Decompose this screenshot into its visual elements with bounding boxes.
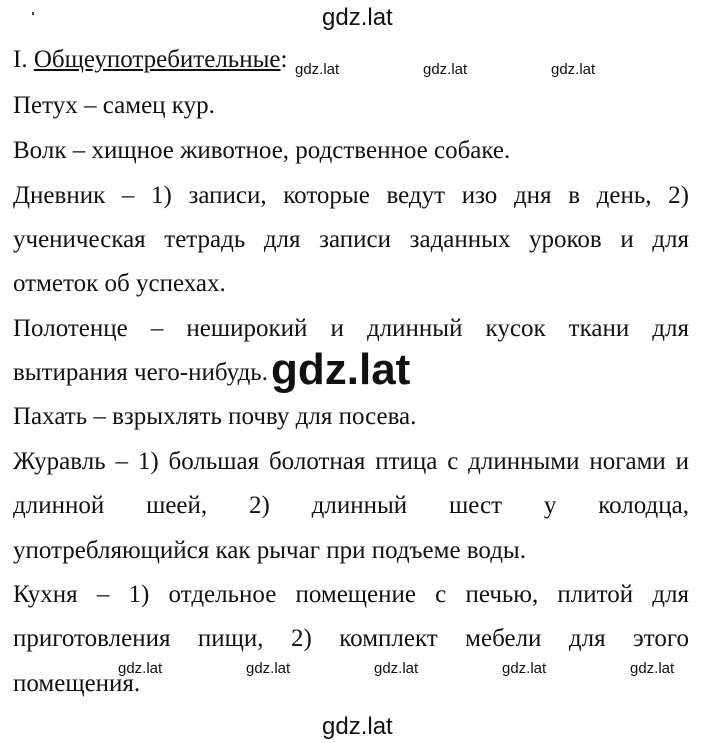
watermark-small: gdz.lat (423, 61, 468, 78)
watermark-bottom: gdz.lat (322, 713, 393, 740)
stray-mark (32, 12, 34, 15)
watermark-small: gdz.lat (295, 61, 340, 78)
definition-line: ученическая тетрадь для записи заданных уроков и для (13, 226, 689, 253)
section-label: Общеупотребительные (33, 46, 281, 73)
watermark-small: gdz.lat (374, 660, 419, 677)
definition-line: длинной шеей, 2) длинный шест у колодца, (13, 492, 689, 519)
definition-line: приготовления пищи, 2) комплект мебели для этого (13, 625, 689, 652)
watermark-top: gdz.lat (322, 4, 393, 31)
definition-line: Журавль – 1) большая болотная птица с длинными ногами и (13, 448, 689, 475)
definition-line: Полотенце – неширокий и длинный кусок ткани для (13, 315, 689, 342)
definition-line: употребляющийся как рычаг при подъеме воды. (13, 537, 526, 564)
section-colon: : (280, 46, 288, 73)
section-number: I. (13, 46, 28, 73)
definition-line: вытирания чего-нибудь. (13, 359, 268, 386)
watermark-small: gdz.lat (118, 660, 163, 677)
definition-line: Пахать – взрыхлять почву для посева. (13, 403, 417, 430)
definition-line: Дневник – 1) записи, которые ведут изо дня в день, 2) (13, 182, 689, 209)
watermark-small: gdz.lat (246, 660, 291, 677)
watermark-small: gdz.lat (551, 61, 596, 78)
definition-line: Кухня – 1) отдельное помещение с печью, плитой для (13, 581, 689, 608)
definition-line: Петух – самец кур. (13, 92, 215, 119)
watermark-large: gdz.lat (271, 345, 411, 394)
definition-line: помещения. (13, 670, 141, 697)
definition-line: отметок об успехах. (13, 270, 226, 297)
watermark-small: gdz.lat (630, 660, 675, 677)
watermark-small: gdz.lat (502, 660, 547, 677)
definition-line: Волк – хищное животное, родственное собаке. (13, 137, 511, 164)
